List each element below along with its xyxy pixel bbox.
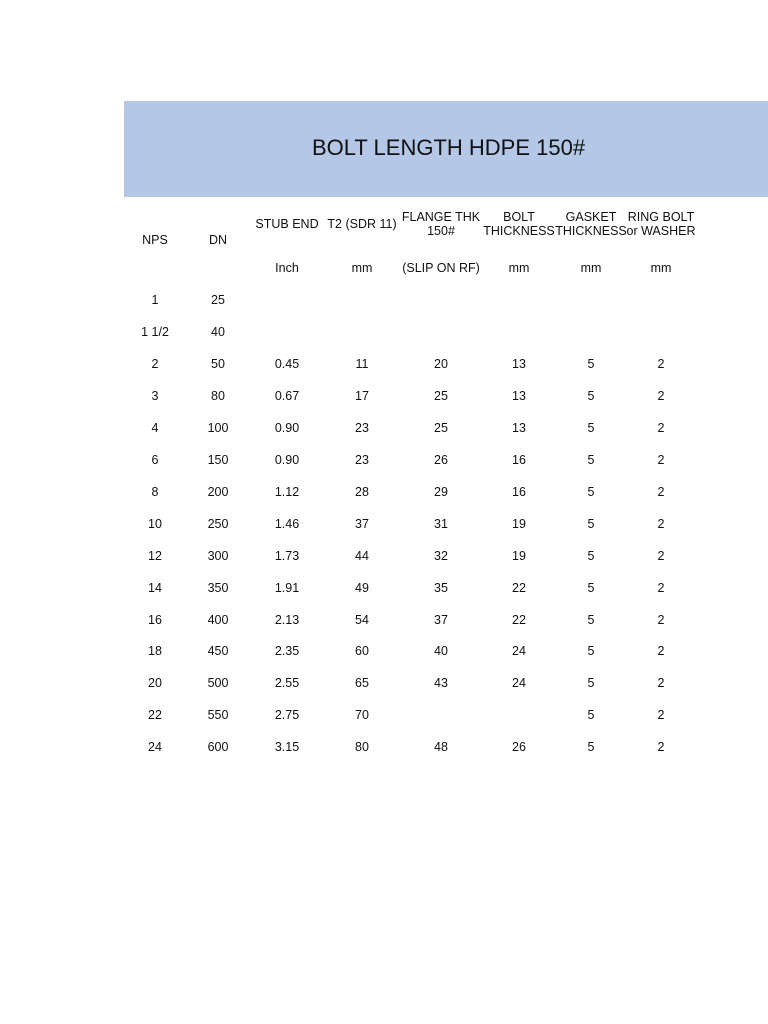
cell-stub-end: 1.73	[274, 549, 300, 563]
cell-gasket-thickness: 5	[587, 421, 595, 435]
cell-flange-thk: 25	[434, 389, 448, 403]
cell-dn: 300	[207, 549, 229, 563]
cell-ring-bolt-washer: 2	[657, 517, 665, 531]
cell-ring-bolt-washer: 2	[657, 357, 665, 371]
cell-t2-sdr11: 44	[355, 549, 369, 563]
cell-t2-sdr11: 23	[355, 421, 369, 435]
cell-t2-sdr11: 28	[355, 485, 369, 499]
cell-gasket-thickness: 5	[587, 644, 595, 658]
cell-gasket-thickness: 5	[587, 708, 595, 722]
header-ring-bolt-washer: RING BOLT or WASHER	[626, 210, 696, 238]
cell-bolt-thickness: 26	[512, 740, 526, 754]
cell-stub-end: 1.46	[274, 517, 300, 531]
cell-bolt-thickness: 16	[512, 485, 526, 499]
cell-dn: 150	[207, 453, 229, 467]
cell-flange-thk: 35	[434, 581, 448, 595]
cell-nps: 12	[148, 549, 162, 563]
cell-t2-sdr11: 60	[355, 644, 369, 658]
cell-dn: 50	[211, 357, 225, 371]
cell-stub-end: 3.15	[274, 740, 300, 754]
cell-gasket-thickness: 5	[587, 453, 595, 467]
cell-dn: 200	[207, 485, 229, 499]
cell-nps: 1 1/2	[141, 325, 169, 339]
cell-nps: 14	[148, 581, 162, 595]
cell-flange-thk: 29	[434, 485, 448, 499]
cell-dn: 550	[207, 708, 229, 722]
cell-flange-thk: 32	[434, 549, 448, 563]
cell-bolt-thickness: 19	[512, 549, 526, 563]
cell-bolt-thickness: 13	[512, 421, 526, 435]
cell-flange-thk: 43	[434, 676, 448, 690]
cell-nps: 10	[148, 517, 162, 531]
cell-bolt-thickness: 24	[512, 644, 526, 658]
unit-flange-thk: (SLIP ON RF)	[402, 261, 480, 275]
page-title: BOLT LENGTH HDPE 150#	[312, 135, 586, 160]
cell-flange-thk: 37	[434, 613, 448, 627]
cell-ring-bolt-washer: 2	[657, 389, 665, 403]
cell-nps: 1	[151, 293, 159, 307]
header-dn: DN	[208, 233, 228, 247]
cell-nps: 2	[151, 357, 159, 371]
cell-bolt-thickness: 22	[512, 581, 526, 595]
header-bolt-thickness: BOLT THICKNESS	[483, 210, 555, 238]
cell-stub-end: 2.75	[274, 708, 300, 722]
cell-dn: 100	[207, 421, 229, 435]
cell-stub-end: 2.55	[274, 676, 300, 690]
cell-dn: 250	[207, 517, 229, 531]
cell-flange-thk: 48	[434, 740, 448, 754]
cell-t2-sdr11: 80	[355, 740, 369, 754]
cell-bolt-thickness: 19	[512, 517, 526, 531]
cell-ring-bolt-washer: 2	[657, 485, 665, 499]
cell-t2-sdr11: 54	[355, 613, 369, 627]
cell-gasket-thickness: 5	[587, 357, 595, 371]
cell-stub-end: 0.90	[274, 421, 300, 435]
cell-stub-end: 2.13	[274, 613, 300, 627]
cell-flange-thk: 25	[434, 421, 448, 435]
cell-t2-sdr11: 49	[355, 581, 369, 595]
cell-dn: 80	[211, 389, 225, 403]
cell-bolt-thickness: 22	[512, 613, 526, 627]
cell-bolt-thickness: 16	[512, 453, 526, 467]
cell-stub-end: 0.45	[274, 357, 300, 371]
unit-gasket-thickness: mm	[580, 261, 602, 275]
cell-ring-bolt-washer: 2	[657, 453, 665, 467]
unit-bolt-thickness: mm	[508, 261, 530, 275]
cell-gasket-thickness: 5	[587, 517, 595, 531]
cell-gasket-thickness: 5	[587, 581, 595, 595]
cell-t2-sdr11: 11	[355, 357, 369, 371]
unit-t2-sdr11: mm	[351, 261, 373, 275]
cell-dn: 500	[207, 676, 229, 690]
cell-t2-sdr11: 37	[355, 517, 369, 531]
cell-ring-bolt-washer: 2	[657, 676, 665, 690]
cell-nps: 8	[151, 485, 159, 499]
cell-nps: 22	[148, 708, 162, 722]
header-flange-thk: FLANGE THK 150#	[401, 210, 481, 238]
cell-bolt-thickness: 13	[512, 357, 526, 371]
cell-ring-bolt-washer: 2	[657, 613, 665, 627]
cell-gasket-thickness: 5	[587, 485, 595, 499]
cell-stub-end: 1.12	[274, 485, 300, 499]
cell-bolt-thickness: 13	[512, 389, 526, 403]
cell-ring-bolt-washer: 2	[657, 740, 665, 754]
cell-dn: 600	[207, 740, 229, 754]
cell-dn: 350	[207, 581, 229, 595]
cell-stub-end: 0.90	[274, 453, 300, 467]
cell-ring-bolt-washer: 2	[657, 644, 665, 658]
cell-t2-sdr11: 70	[355, 708, 369, 722]
header-gasket-thickness: GASKET THICKNESS	[555, 210, 627, 238]
cell-ring-bolt-washer: 2	[657, 581, 665, 595]
cell-nps: 4	[151, 421, 159, 435]
cell-nps: 16	[148, 613, 162, 627]
cell-ring-bolt-washer: 2	[657, 708, 665, 722]
header-t2-sdr11: T2 (SDR 11)	[327, 217, 397, 231]
cell-ring-bolt-washer: 2	[657, 421, 665, 435]
cell-gasket-thickness: 5	[587, 740, 595, 754]
cell-bolt-thickness: 24	[512, 676, 526, 690]
cell-nps: 18	[148, 644, 162, 658]
cell-flange-thk: 20	[434, 357, 448, 371]
cell-flange-thk: 40	[434, 644, 448, 658]
cell-stub-end: 2.35	[274, 644, 300, 658]
cell-dn: 400	[207, 613, 229, 627]
cell-t2-sdr11: 23	[355, 453, 369, 467]
cell-flange-thk: 31	[434, 517, 448, 531]
cell-stub-end: 1.91	[274, 581, 300, 595]
header-nps: NPS	[142, 233, 168, 247]
cell-ring-bolt-washer: 2	[657, 549, 665, 563]
header-stub-end: STUB END	[255, 217, 319, 231]
cell-nps: 3	[151, 389, 159, 403]
cell-t2-sdr11: 17	[355, 389, 369, 403]
cell-dn: 40	[211, 325, 225, 339]
cell-nps: 6	[151, 453, 159, 467]
cell-flange-thk: 26	[434, 453, 448, 467]
cell-dn: 25	[211, 293, 225, 307]
unit-stub-end: Inch	[275, 261, 299, 275]
cell-gasket-thickness: 5	[587, 613, 595, 627]
cell-nps: 24	[148, 740, 162, 754]
cell-t2-sdr11: 65	[355, 676, 369, 690]
cell-stub-end: 0.67	[274, 389, 300, 403]
cell-gasket-thickness: 5	[587, 389, 595, 403]
title-banner	[124, 101, 768, 197]
unit-ring-bolt-washer: mm	[650, 261, 672, 275]
cell-nps: 20	[148, 676, 162, 690]
cell-dn: 450	[207, 644, 229, 658]
cell-gasket-thickness: 5	[587, 549, 595, 563]
cell-gasket-thickness: 5	[587, 676, 595, 690]
